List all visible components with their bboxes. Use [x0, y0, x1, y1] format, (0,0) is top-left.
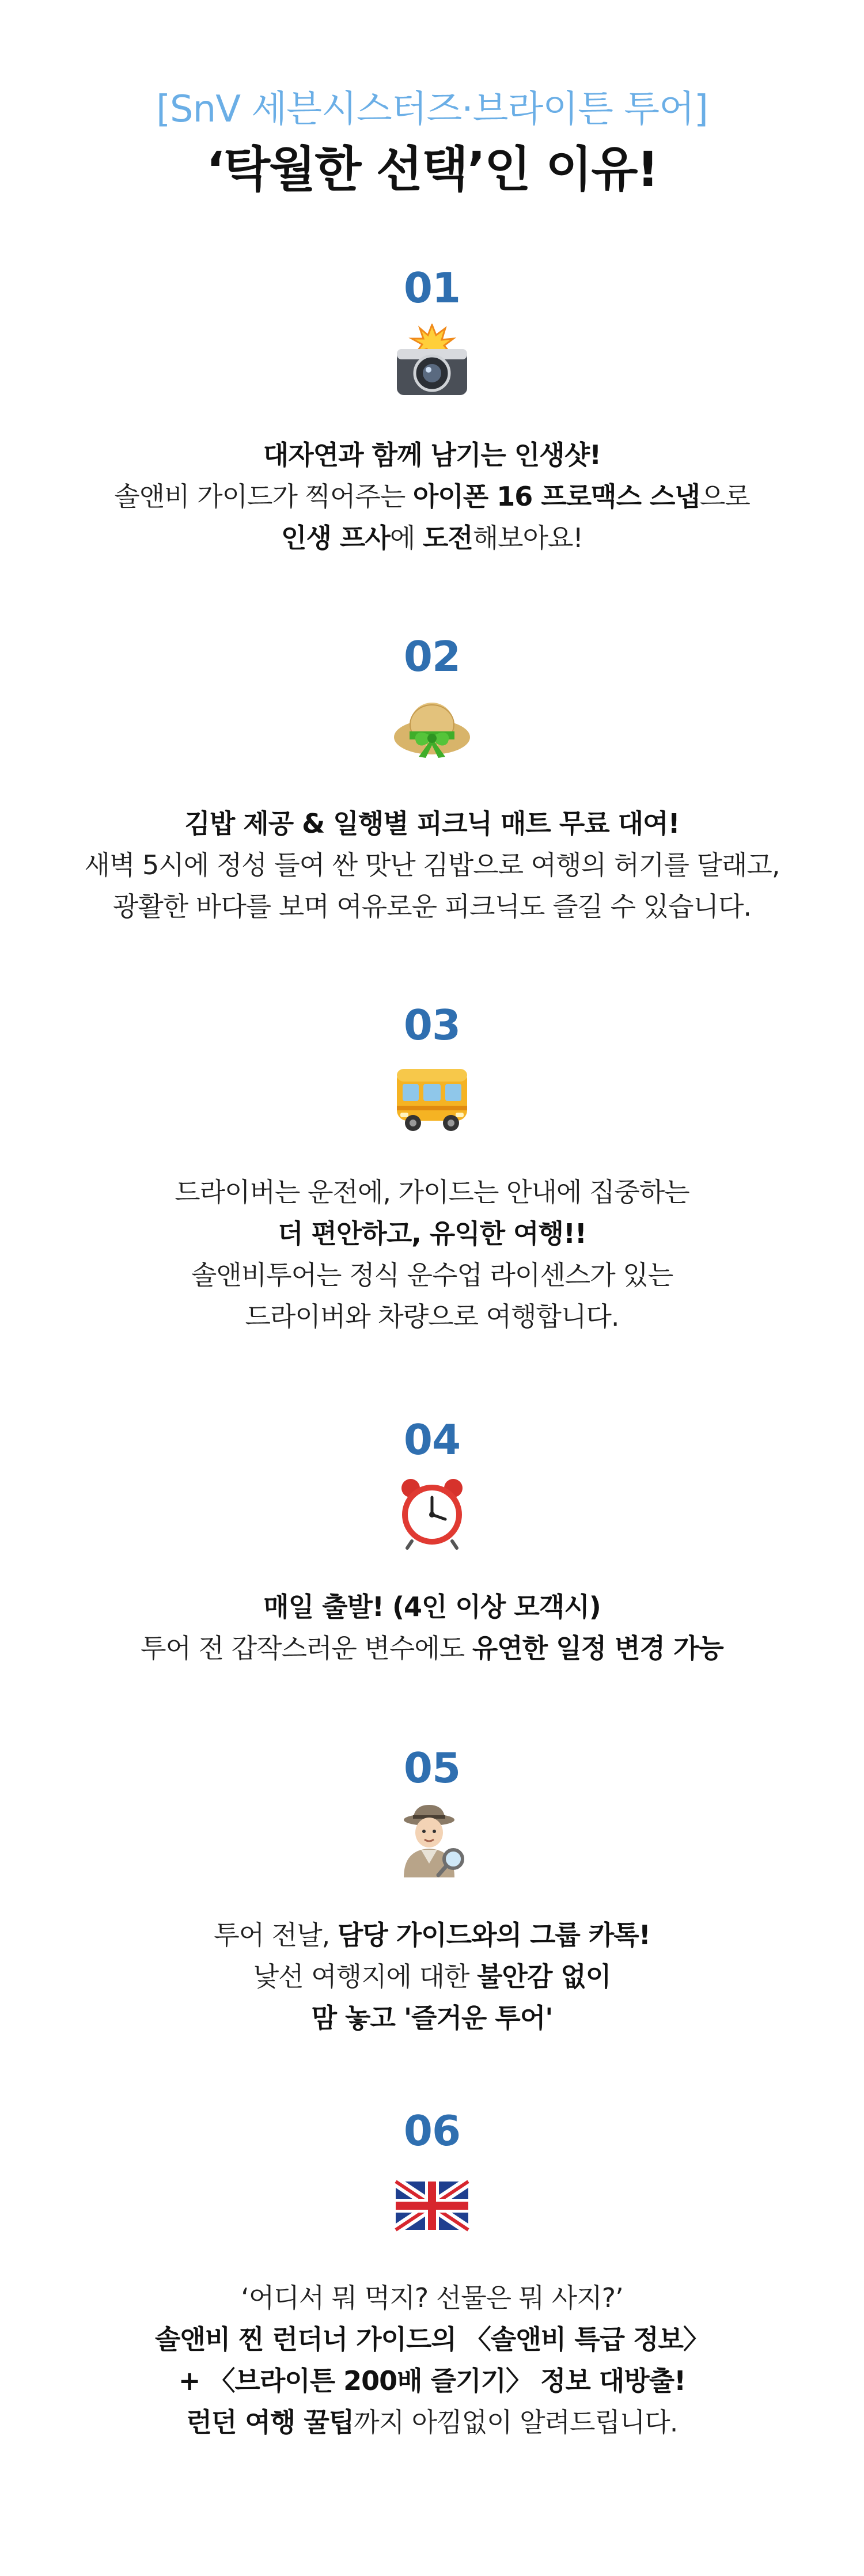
- text-segment: 드라이버는 운전에, 가이드는 안내에 집중하는: [175, 1177, 689, 1208]
- section-description: [0, 1914, 864, 2039]
- detective-icon: [389, 1804, 475, 1879]
- section-number: 02: [403, 632, 461, 681]
- camera-flash-icon: [389, 324, 475, 399]
- description-line: [0, 886, 864, 927]
- reason-section-05: [0, 1745, 864, 2039]
- text-segment: 대자연과 함께 남기는 인생샷!: [263, 439, 601, 471]
- section-description: [0, 2277, 864, 2443]
- section-number: 05: [403, 1744, 461, 1792]
- text-segment: 에: [389, 522, 423, 553]
- text-segment: 까지 아낌없이 알려드립니다.: [354, 2407, 678, 2438]
- text-segment: + 〈브라이튼 200배 즐기기〉 정보 대방출!: [178, 2365, 686, 2396]
- text-segment: 담당 가이드와의 그룹 카톡!: [337, 1919, 650, 1951]
- section-description: [0, 1171, 864, 1337]
- text-segment: 광활한 바다를 보며 여유로운 피크닉도 즐길 수 있습니다.: [112, 891, 751, 922]
- description-line: [0, 2360, 864, 2402]
- description-line: [0, 434, 864, 476]
- alarm-clock-icon: [389, 1475, 475, 1550]
- section-description: [0, 803, 864, 927]
- description-line: [0, 1213, 864, 1254]
- text-segment: 도전: [422, 522, 473, 553]
- page-subtitle: [SnV 세븐시스터즈·브라이튼 투어]: [156, 88, 708, 131]
- text-segment: 맘 놓고 '즐거운 투어': [311, 2002, 553, 2034]
- reason-section-06: [0, 2108, 864, 2443]
- page-header: [0, 86, 864, 198]
- description-line: [0, 1254, 864, 1296]
- text-segment: 매일 출발! (4인 이상 모객시): [263, 1591, 601, 1622]
- description-line: [0, 1171, 864, 1213]
- description-line: [0, 1296, 864, 1337]
- text-segment: 인생 프사: [281, 522, 390, 553]
- text-segment: 새벽 5시에 정성 들여 싼 맛난 김밥으로 여행의 허기를 달래고,: [84, 849, 780, 881]
- text-segment: 으로: [699, 481, 750, 512]
- description-line: [0, 1627, 864, 1669]
- text-segment: 불안감 없이: [477, 1961, 611, 1992]
- reason-section-02: [0, 633, 864, 927]
- text-segment: 솔앤비 가이드가 찍어주는: [114, 481, 413, 512]
- text-segment: 유연한 일정 변경 가능: [472, 1633, 723, 1664]
- text-segment: 낯선 여행지에 대한: [253, 1961, 478, 1992]
- description-line: [0, 2402, 864, 2443]
- text-segment: 솔앤비투어는 정식 운수업 라이센스가 있는: [191, 1259, 673, 1291]
- section-number: 06: [403, 2107, 461, 2155]
- section-number: 03: [403, 1001, 461, 1049]
- minibus-icon: [389, 1061, 475, 1136]
- text-segment: 드라이버와 차량으로 여행합니다.: [245, 1301, 619, 1332]
- uk-flag-icon: [389, 2167, 475, 2241]
- section-description: [0, 1586, 864, 1669]
- text-segment: 솔앤비 찐 런더너 가이드의 〈솔앤비 특급 정보〉: [155, 2324, 709, 2355]
- text-segment: 투어 전날,: [214, 1919, 338, 1951]
- description-line: [0, 844, 864, 886]
- reason-section-01: [0, 265, 864, 559]
- reason-section-04: [0, 1417, 864, 1669]
- reason-section-03: [0, 1002, 864, 1337]
- description-line: [0, 2277, 864, 2319]
- text-segment: ‘어디서 뭐 먹지? 선물은 뭐 사지?’: [241, 2282, 623, 2313]
- description-line: [0, 803, 864, 844]
- text-segment: 더 편안하고, 유익한 여행!!: [278, 1218, 586, 1249]
- section-number: 01: [403, 264, 461, 312]
- text-segment: 해보아요!: [472, 522, 583, 553]
- section-number: 04: [403, 1416, 461, 1464]
- page-title: ‘탁월한 선택’인 이유!: [206, 141, 658, 198]
- description-line: [0, 1914, 864, 1956]
- description-line: [0, 1997, 864, 2039]
- text-segment: 런던 여행 꿀팁: [186, 2407, 354, 2438]
- text-segment: 김밥 제공 & 일행별 피크닉 매트 무료 대여!: [184, 808, 680, 839]
- description-line: [0, 1956, 864, 1997]
- text-segment: 아이폰 16 프로맥스 스냅: [412, 481, 700, 512]
- section-description: [0, 434, 864, 559]
- description-line: [0, 517, 864, 559]
- description-line: [0, 1586, 864, 1627]
- description-line: [0, 2319, 864, 2360]
- text-segment: 투어 전 갑작스러운 변수에도: [141, 1633, 472, 1664]
- straw-hat-icon: [389, 692, 475, 767]
- description-line: [0, 476, 864, 517]
